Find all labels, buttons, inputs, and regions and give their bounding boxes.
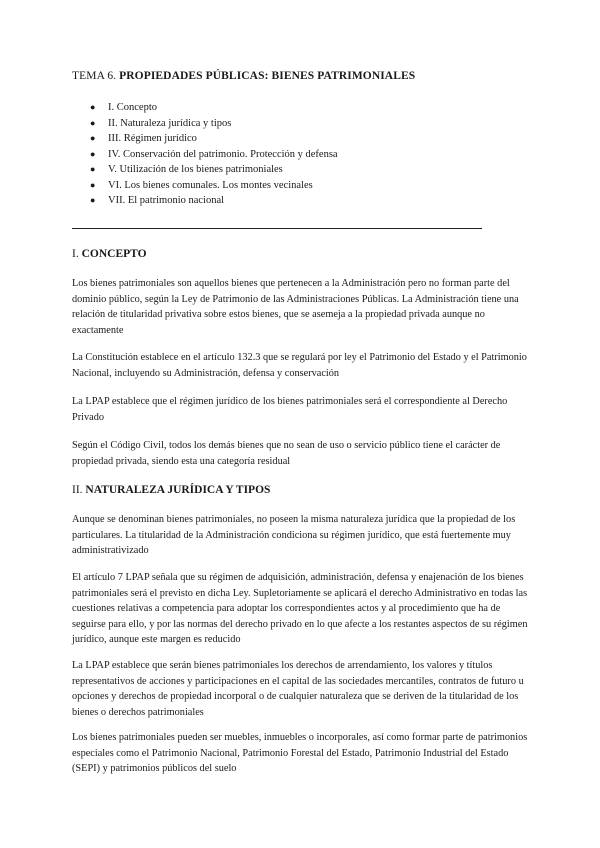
paragraph: Aunque se denominan bienes patrimoniales, no poseen la misma naturaleza jurídica que la propiedad de los particulares. La titularidad de la Administración condiciona su régimen jurídico, que está fuertemente muy administrativizado [72, 514, 516, 557]
toc-item: ● VI. Los bienes comunales. Los montes vecinales [72, 178, 338, 194]
bullet-icon: ● [90, 117, 96, 128]
horizontal-divider [72, 228, 482, 229]
paragraph: La LPAP establece que el régimen jurídico de los bienes patrimoniales será el correspondiente al Derecho Privado [72, 396, 508, 423]
title-bold: PROPIEDADES PÚBLICAS: BIENES PATRIMONIALES [119, 70, 416, 82]
section-heading: II. NATURALEZA JURÍDICA Y TIPOS [72, 484, 271, 496]
paragraph: Los bienes patrimoniales pueden ser muebles, inmuebles o incorporales, así como formar parte de patrimonios especiales como el Patrimonio Nacional, Patrimonio Forestal del Estado, Patrimonio Industrial del Estado (SEPI) y patrimonios públicos del suelo [72, 732, 528, 775]
paragraph: El artículo 7 LPAP señala que su régimen de adquisición, administración, defensa y enajenación de los bienes patrimoniales será el previsto en dicha Ley. Supletoriamente se aplicará el derecho Administrativo en todas las cuestiones relativas a competencia para adoptar los correspondientes actos y al procedimiento que ha de seguirse para ello, y por las normas del derecho privado en lo que afecte a los restantes aspectos de su régimen jurídico, aunque este margen es reducido [72, 572, 528, 646]
bullet-icon: ● [90, 102, 96, 112]
bullet-icon: ● [90, 195, 96, 205]
bullet-icon: ● [90, 179, 96, 190]
toc-item: ● III. Régimen jurídico [72, 131, 338, 147]
toc-item: ● VII. El patrimonio nacional [72, 193, 338, 209]
toc-item: ● I. Concepto [72, 100, 338, 116]
bullet-icon: ● [90, 164, 96, 174]
toc-item: ● II. Naturaleza jurídica y tipos [72, 116, 338, 132]
title-prefix: TEMA 6. [72, 70, 120, 82]
paragraph: La LPAP establece que serán bienes patrimoniales los derechos de arrendamiento, los valores y títulos representativos de acciones y participaciones en el capital de las sociedades mercantiles, contratos de futuro u opciones y derechos de propiedad incorporal o de cualquier naturaleza que se deriven de la titularidad de los bienes o derechos patrimoniales [72, 660, 524, 718]
paragraph: Según el Código Civil, todos los demás bienes que no sean de uso o servicio público tiene el carácter de propiedad privada, siendo esta una categoría residual [72, 440, 501, 467]
document-title [72, 70, 415, 82]
toc-item: ● V. Utilización de los bienes patrimoniales [72, 162, 338, 178]
toc-item: ● IV. Conservación del patrimonio. Protección y defensa [72, 147, 338, 163]
section-heading: I. CONCEPTO [72, 248, 147, 260]
paragraph: La Constitución establece en el artículo 132.3 que se regulará por ley el Patrimonio del Estado y el Patrimonio Nacional, incluyendo su Administración, defensa y conservación [72, 352, 527, 379]
bullet-icon: ● [90, 148, 96, 159]
bullet-icon: ● [90, 133, 96, 143]
table-of-contents [72, 100, 338, 209]
paragraph: Los bienes patrimoniales son aquellos bienes que pertenecen a la Administración pero no forman parte del dominio público, según la Ley de Patrimonio de las Administraciones Públicas. La Administración tiene una relación de titularidad privativa sobre estos bienes, que se asemeja a la propiedad privada aunque no exactamente [72, 278, 519, 336]
